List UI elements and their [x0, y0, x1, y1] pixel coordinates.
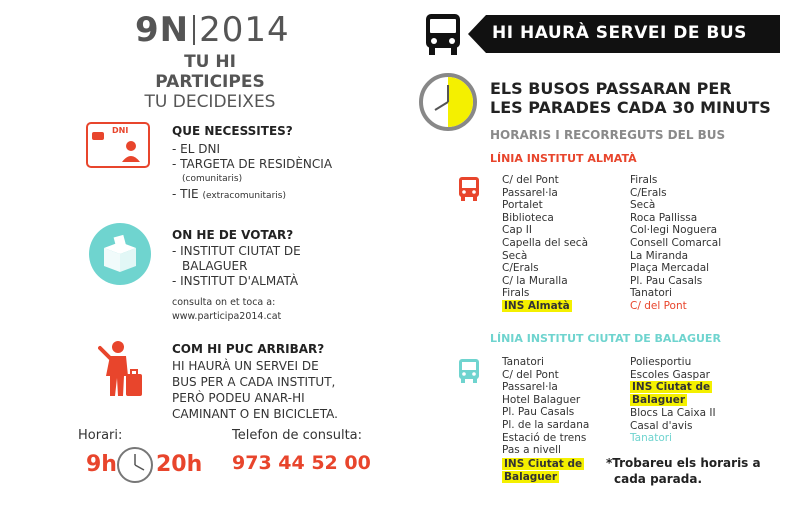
stop: Cap II — [502, 224, 532, 237]
bus-banner-text: HI HAURÀ SERVEI DE BUS — [492, 23, 747, 43]
subtitle-line-1: TU HI PARTICIPES — [155, 52, 265, 92]
stop-highlight — [502, 458, 589, 484]
schedule-note — [606, 455, 761, 487]
line-balaguer-col-2 — [630, 356, 716, 445]
stop: Passarel·la — [502, 381, 558, 394]
stop: C/ del Pont — [502, 174, 559, 186]
stop-last: C/ del Pont — [630, 299, 687, 312]
schedule-start: 9h — [86, 452, 117, 477]
line-almata-col-2 — [630, 174, 721, 313]
needs-list — [172, 142, 332, 204]
event-subtitle — [130, 52, 290, 112]
stop: Escoles Gaspar — [630, 368, 710, 381]
event-title — [135, 10, 290, 50]
bus-subtitle: HORARIS I RECORREGUTS DEL BUS — [490, 128, 726, 142]
stop-highlight-line-2: Balaguer — [504, 470, 558, 483]
stop-highlight-line-1: INS Ciutat de — [504, 457, 583, 470]
stop: Secà — [630, 199, 656, 212]
bus-frequency — [490, 79, 771, 117]
subtitle-line-2: TU DECIDEIXES — [144, 92, 276, 112]
stop: Roca Pallissa — [630, 211, 698, 224]
bus-icon — [424, 12, 462, 56]
arrive-line-2: BUS PER A CADA INSTITUT, — [172, 375, 336, 389]
vote-consult-label: consulta on et toca a: — [172, 297, 276, 308]
schedule-label: Horari: — [78, 428, 123, 443]
stop: Tanatori — [502, 356, 544, 368]
stop: La Miranda — [630, 249, 689, 262]
vote-consult — [172, 296, 281, 324]
stop: Passarel·la — [502, 186, 558, 199]
schedule-end: 20h — [156, 452, 203, 477]
stop: Blocs La Caixa II — [630, 407, 716, 420]
stop: C/ la Muralla — [502, 274, 568, 287]
id-card-label: DNI — [112, 126, 129, 135]
phone-label: Telefon de consulta: — [232, 428, 363, 443]
needs-item-tie-label: - TIE — [172, 187, 199, 201]
vote-item-almata: - INSTITUT D'ALMATÀ — [172, 274, 299, 288]
needs-item-dni: - EL DNI — [172, 142, 220, 156]
stop-highlight — [630, 381, 716, 407]
needs-item-residence: - TARGETA DE RESIDÈNCIA — [172, 157, 333, 171]
teal-bus-icon — [458, 358, 480, 384]
stop: C/ del Pont — [502, 368, 559, 381]
needs-title: QUE NECESSITES? — [172, 124, 293, 138]
stop: Plaça Mercadal — [630, 262, 710, 275]
note-line-1: *Trobareu els horaris a — [606, 456, 761, 470]
stop: Consell Comarcal — [630, 236, 722, 249]
line-balaguer-title: LÍNIA INSTITUT CIUTAT DE BALAGUER — [490, 332, 721, 345]
title-year: 2014 — [199, 10, 290, 50]
needs-item-tie-note: (extracomunitaris) — [202, 191, 286, 201]
ballot-box-icon — [88, 222, 152, 286]
needs-item-residence-note: (comunitaris) — [182, 174, 243, 184]
stop-highlight — [502, 300, 588, 313]
red-bus-icon — [458, 176, 480, 202]
vote-item-balaguer: - INSTITUT CIUTAT DE — [172, 244, 301, 258]
stop: Tanatori — [630, 287, 672, 300]
arrive-text — [172, 358, 338, 422]
phone-number[interactable]: 973 44 52 00 — [232, 452, 371, 474]
vote-list — [172, 244, 301, 289]
vote-consult-url[interactable]: www.participa2014.cat — [172, 311, 282, 322]
line-almata-title: LÍNIA INSTITUT ALMATÀ — [490, 152, 637, 165]
stop: Firals — [630, 174, 658, 186]
bus-frequency-line-1: ELS BUSOS PASSARAN PER — [490, 79, 732, 98]
stop: C/Erals — [502, 262, 539, 275]
stop: Secà — [502, 249, 528, 262]
title-divider — [193, 15, 195, 45]
stop: Hotel Balaguer — [502, 393, 581, 406]
arrive-line-4: CAMINANT O EN BICICLETA. — [172, 407, 338, 421]
title-bold: 9N — [135, 10, 190, 50]
traveler-icon — [98, 340, 146, 398]
note-line-2: cada parada. — [614, 472, 703, 486]
clock-icon — [116, 446, 154, 484]
stop: Pl. Pau Casals — [630, 274, 703, 287]
stop: Pl. Pau Casals — [502, 406, 575, 419]
line-balaguer-col-1 — [502, 356, 589, 484]
stop: Casal d'avis — [630, 419, 693, 432]
stop: Biblioteca — [502, 211, 554, 224]
stop: C/Erals — [630, 186, 667, 199]
stop: Firals — [502, 287, 530, 300]
stop: Portalet — [502, 199, 543, 212]
vote-item-balaguer-cont: BALAGUER — [182, 259, 248, 273]
stop: Pas a nivell — [502, 444, 561, 457]
stop-highlight-text: INS Almatà — [504, 299, 570, 312]
bus-frequency-line-2: LES PARADES CADA 30 MINUTS — [490, 98, 771, 117]
half-hour-clock-icon — [418, 72, 478, 132]
stop-highlight-line-2: Balaguer — [632, 394, 686, 407]
stop: Poliesportiu — [630, 356, 692, 368]
stop-last: Tanatori — [630, 432, 672, 445]
stop-highlight-line-1: INS Ciutat de — [632, 381, 711, 394]
stop: Estació de trens — [502, 431, 587, 444]
vote-title: ON HE DE VOTAR? — [172, 228, 294, 242]
stop: Col·legi Noguera — [630, 224, 718, 237]
stop: Capella del secà — [502, 236, 589, 249]
arrive-line-1: HI HAURÀ UN SERVEI DE — [172, 359, 319, 373]
arrive-title: COM HI PUC ARRIBAR? — [172, 342, 325, 356]
stop: Pl. de la sardana — [502, 418, 590, 431]
line-almata-col-1 — [502, 174, 588, 313]
needs-item-tie — [172, 187, 332, 204]
arrive-line-3: PERÒ PODEU ANAR-HI — [172, 391, 305, 405]
